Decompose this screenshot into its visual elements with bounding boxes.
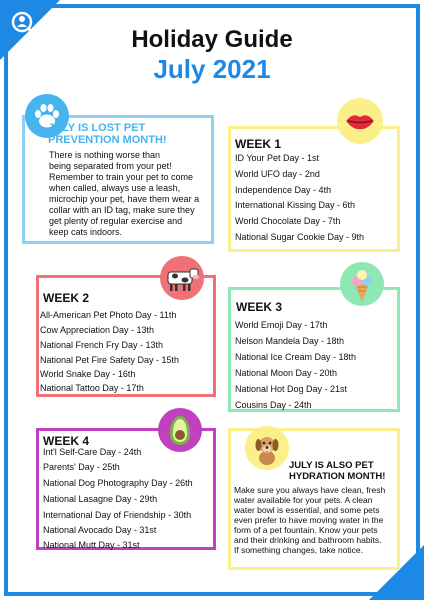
lost-pet-line: keep cats indoors.	[49, 227, 123, 237]
hydration-text	[234, 485, 396, 555]
week4-item: National Mutt Day - 31st	[43, 540, 140, 550]
week1-item: Independence Day - 4th	[235, 185, 332, 195]
hydration-line: If something changes, take notice.	[234, 545, 363, 555]
hydration-line: water available for your pets. A clean	[234, 495, 373, 505]
week2-item: Cow Appreciation Day - 13th	[40, 325, 155, 335]
week3-item: Cousins Day - 24th	[235, 400, 312, 410]
ice-cream-icon	[340, 262, 384, 306]
lost-pet-line: when called, always use a leash,	[49, 183, 181, 193]
week3-item: National Ice Cream Day - 18th	[235, 352, 357, 362]
week2-item: All-American Pet Photo Day - 11th	[40, 310, 177, 320]
page-title: Holiday Guide	[131, 26, 293, 53]
lost-pet-line: Remember to train your pet to come	[49, 172, 194, 182]
week1-item: International Kissing Day - 6th	[235, 200, 356, 210]
week4-item: National Lasagne Day - 29th	[43, 494, 158, 504]
week1-item: National Sugar Cookie Day - 9th	[235, 232, 365, 242]
week1-item: World UFO day - 2nd	[235, 169, 320, 179]
cow-icon	[160, 256, 204, 300]
lost-pet-line: collar with an ID tag, make sure they	[49, 205, 195, 215]
week3-item: National Hot Dog Day - 21st	[235, 384, 348, 394]
week1-item: World Chocolate Day - 7th	[235, 216, 341, 226]
week2-item: National Tattoo Day - 17th	[40, 383, 144, 393]
lost-pet-line: get plenty of regular exercise and	[49, 216, 183, 226]
week1-item: ID Your Pet Day - 1st	[235, 153, 320, 163]
hydration-line: and their drinking and bathroom habits.	[234, 535, 382, 545]
week3-item: World Emoji Day - 17th	[235, 320, 328, 330]
lost-pet-text	[49, 150, 212, 238]
week4-item: National Avocado Day - 31st	[43, 525, 157, 535]
hydration-heading: JULY IS ALSO PET HYDRATION MONTH!	[289, 460, 386, 482]
hydration-line: even prefer to have moving water in the	[234, 515, 384, 525]
week2-item: World Snake Day - 16th	[40, 369, 136, 379]
hydration-line: Make sure you always have clean, fresh	[234, 485, 386, 495]
week3-title: WEEK 3	[236, 300, 283, 314]
lost-pet-line: There is nothing worse than	[49, 150, 161, 160]
week4-item: International Day of Friendship - 30th	[43, 510, 192, 520]
avocado-icon	[158, 408, 202, 452]
week4-item: Parents' Day - 25th	[43, 462, 120, 472]
week4-item: National Dog Photography Day - 26th	[43, 478, 193, 488]
week2-item: National Pet Fire Safety Day - 15th	[40, 355, 180, 365]
week3-item: National Moon Day - 20th	[235, 368, 338, 378]
lips-icon	[337, 98, 383, 144]
week2-item: National French Fry Day - 13th	[40, 340, 164, 350]
week2-title: WEEK 2	[43, 291, 90, 305]
week4-item: Int'l Self-Care Day - 24th	[43, 447, 142, 457]
hydration-line: form of a pet fountain. Know your pets	[234, 525, 378, 535]
lost-pet-heading: JULY IS LOST PET PREVENTION MONTH!	[48, 122, 167, 146]
week1-title: WEEK 1	[235, 137, 282, 151]
week3-item: Nelson Mandela Day - 18th	[235, 336, 345, 346]
hydration-line: water bowl is essential, and some pets	[234, 505, 380, 515]
week4-title: WEEK 4	[43, 434, 90, 448]
dog-icon	[245, 426, 289, 470]
lost-pet-line: being separated from your pet!	[49, 161, 172, 171]
page-subtitle: July 2021	[153, 54, 271, 84]
lost-pet-line: microchip your pet, have them wear a	[49, 194, 200, 204]
